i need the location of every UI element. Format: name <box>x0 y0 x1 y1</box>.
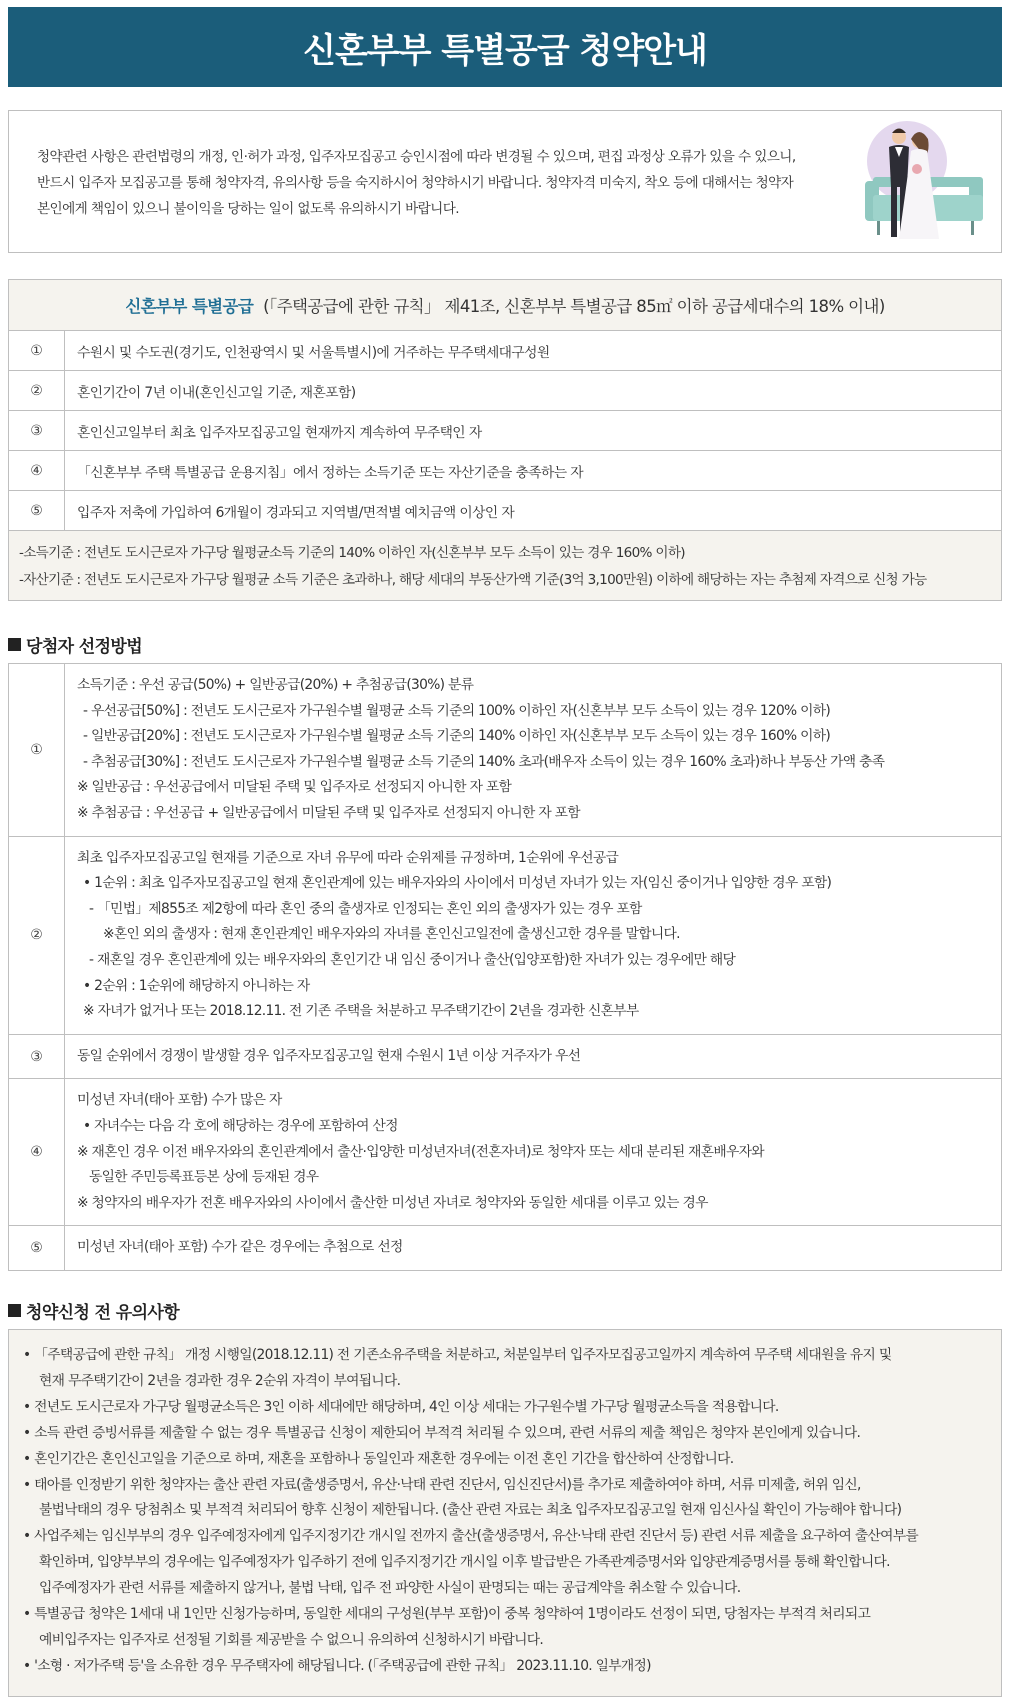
precautions-box <box>8 1329 1002 1697</box>
precaution-line: • 태아를 인정받기 위한 청약자는 출산 관련 자료(출생증명서, 유산·낙태 관련 진단서, 임신진단서)를 추가로 제출하여야 하며, 서류 미제출, 허위 임신, <box>23 1476 861 1493</box>
row-text: 입주자 저축에 가입하여 6개월이 경과되고 지역별/면적별 예치금액 이상인 자 <box>77 504 515 521</box>
selection-row <box>9 664 1001 837</box>
eligibility-heading-sub: (「주택공급에 관한 규칙」 제41조, 신혼부부 특별공급 85㎡ 이하 공급세대수의 18% 이내) <box>263 297 885 316</box>
row-line: • 자녀수는 다음 각 호에 해당하는 경우에 포함하여 산정 <box>83 1117 398 1134</box>
row-number: ③ <box>9 411 65 450</box>
row-line: - 우선공급[50%] : 전년도 도시근로자 가구원수별 월평균 소득 기준의 100% 이하인 자(신혼부부 모두 소득이 있는 경우 120% 이하) <box>83 702 831 719</box>
eligibility-row <box>9 491 1001 531</box>
row-number: ⑤ <box>9 1226 65 1270</box>
row-line: 최초 입주자모집공고일 현재를 기준으로 자녀 유무에 따라 순위제를 규정하며, 1순위에 우선공급 <box>77 849 619 866</box>
title-bar <box>8 7 1002 87</box>
selection-row <box>9 1079 1001 1226</box>
row-number: ⑤ <box>9 491 65 530</box>
row-number: ② <box>9 371 65 410</box>
eligibility-heading <box>9 280 1001 331</box>
row-text: 수원시 및 수도권(경기도, 인천광역시 및 서울특별시)에 거주하는 무주택세대구성원 <box>77 344 550 361</box>
eligibility-row <box>9 331 1001 371</box>
eligibility-row <box>9 451 1001 491</box>
selection-section-title: 당첨자 선정방법 <box>8 632 142 657</box>
row-line: ※ 자녀가 없거나 또는 2018.12.11. 전 기존 주택을 처분하고 무주택기간이 2년을 경과한 신혼부부 <box>83 1003 639 1020</box>
row-number: ④ <box>9 1079 65 1225</box>
row-line: - 재혼일 경우 혼인관계에 있는 배우자와의 혼인기간 내 임신 중이거나 출산(입양포함)한 자녀가 있는 경우에만 해당 <box>89 951 736 968</box>
eligibility-section <box>8 279 1002 601</box>
row-line: • 1순위 : 최초 입주자모집공고일 현재 혼인관계에 있는 배우자와의 사이에서 미성년 자녀가 있는 자(임신 중이거나 입양한 경우 포함) <box>83 875 832 892</box>
precaution-line: • 혼인기간은 혼인신고일을 기준으로 하며, 재혼을 포함하나 동일인과 재혼한 경우에는 이전 혼인 기간을 합산하여 산정합니다. <box>23 1450 734 1467</box>
eligibility-notes <box>9 531 1001 594</box>
row-line: ※ 일반공급 : 우선공급에서 미달된 주택 및 입주자로 선정되지 아니한 자 포함 <box>77 779 512 796</box>
precaution-line: • 소득 관련 증빙서류를 제출할 수 없는 경우 특별공급 신청이 제한되어 부적격 처리될 수 있으며, 관련 서류의 제출 책임은 청약자 본인에게 있습니다. <box>23 1424 861 1441</box>
eligibility-row <box>9 371 1001 411</box>
row-line: 동일 순위에서 경쟁이 발생할 경우 입주자모집공고일 현재 수원시 1년 이상 거주자가 우선 <box>77 1047 581 1064</box>
row-text: 「신혼부부 주택 특별공급 운용지침」에서 정하는 소득기준 또는 자산기준을 충족하는 자 <box>77 464 583 481</box>
row-content <box>65 837 1001 1034</box>
row-text: 혼인기간이 7년 이내(혼인신고일 기준, 재혼포함) <box>77 384 356 401</box>
row-content <box>65 664 1001 836</box>
row-line: 소득기준 : 우선 공급(50%) + 일반공급(20%) + 추첨공급(30%) 분류 <box>77 677 474 693</box>
row-line: - 추첨공급[30%] : 전년도 도시근로자 가구원수별 월평균 소득 기준의 140% 초과(배우자 소득이 있는 경우 160% 초과)하나 부동산 가액 충족 <box>83 753 885 770</box>
row-line: 미성년 자녀(태아 포함) 수가 많은 자 <box>77 1092 282 1109</box>
row-content <box>65 1226 1001 1270</box>
precaution-line: 예비입주자는 입주자로 선정될 기회를 제공받을 수 없으니 유의하여 신청하시기 바랍니다. <box>39 1631 544 1648</box>
selection-table <box>8 663 1002 1271</box>
row-line: ※ 청약자의 배우자가 전혼 배우자와의 사이에서 출산한 미성년 자녀로 청약자와 동일한 세대를 이루고 있는 경우 <box>77 1194 708 1211</box>
eligibility-heading-title: 신혼부부 특별공급 <box>125 297 254 316</box>
row-number: ② <box>9 837 65 1034</box>
intro-box <box>8 110 1002 253</box>
eligibility-note: -소득기준 : 전년도 도시근로자 가구당 월평균소득 기준의 140% 이하인 자(신혼부부 모두 소득이 있는 경우 160% 이하) <box>19 545 685 561</box>
intro-text: 청약관련 사항은 관련법령의 개정, 인·허가 과정, 입주자모집공고 승인시점에 따라 변경될 수 있으며, 편집 과정상 오류가 있을 수 있으니, 반드시 입주자 모집공고를 통해 청약자격, 유의사항 등을 숙지하시어 청약하시기 바랍니다. 청약자격 미숙지, 착오 등에 대해서는 청약자 본인에게 책임이 있으니 불이익을 당하는 일이 없도록 유의하시기 바랍니다. <box>37 149 796 217</box>
wedding-couple-illustration <box>829 117 989 247</box>
row-line: 미성년 자녀(태아 포함) 수가 같은 경우에는 추첨으로 선정 <box>77 1239 403 1256</box>
precaution-line: 불법낙태의 경우 당첨취소 및 부적격 처리되어 향후 신청이 제한됩니다. (출산 관련 자료는 최초 입주자모집공고일 현재 임신사실 확인이 가능해야 합니다) <box>39 1502 902 1519</box>
precaution-line: • '소형 · 저가주택 등'을 소유한 경우 무주택자에 해당됩니다. (「주택공급에 관한 규칙」 2023.11.10. 일부개정) <box>23 1657 651 1674</box>
precaution-line: 입주예정자가 관련 서류를 제출하지 않거나, 불법 낙태, 입주 전 파양한 사실이 판명되는 때는 공급계약을 취소할 수 있습니다. <box>39 1580 741 1597</box>
selection-row <box>9 837 1001 1035</box>
precaution-line: 확인하며, 입양부부의 경우에는 입주예정자가 입주하기 전에 입주지정기간 개시일 이후 발급받은 가족관계증명서와 입양관계증명서를 통해 확인합니다. <box>39 1554 890 1571</box>
precautions-section-title: 청약신청 전 유의사항 <box>8 1298 179 1323</box>
row-content <box>65 1079 1001 1225</box>
row-content <box>65 1035 1001 1079</box>
precaution-line: 현재 무주택기간이 2년을 경과한 경우 2순위 자격이 부여됩니다. <box>39 1372 401 1389</box>
row-line: - 「민법」제855조 제2항에 따라 혼인 중의 출생자로 인정되는 혼인 외의 출생자가 있는 경우 포함 <box>89 900 642 917</box>
square-bullet-icon <box>8 1304 21 1317</box>
selection-row <box>9 1226 1001 1271</box>
row-line: ※ 추첨공급 : 우선공급 + 일반공급에서 미달된 주택 및 입주자로 선정되지 아니한 자 포함 <box>77 804 580 821</box>
row-line: • 2순위 : 1순위에 해당하지 아니하는 자 <box>83 977 310 994</box>
row-line: - 일반공급[20%] : 전년도 도시근로자 가구원수별 월평균 소득 기준의 140% 이하인 자(신혼부부 모두 소득이 있는 경우 160% 이하) <box>83 728 831 745</box>
precaution-line: • 전년도 도시근로자 가구당 월평균소득은 3인 이하 세대에만 해당하며, 4인 이상 세대는 가구원수별 가구당 월평균소득을 적용합니다. <box>23 1398 779 1415</box>
page-title: 신혼부부 특별공급 청약안내 <box>303 30 707 71</box>
row-number: ① <box>9 664 65 836</box>
selection-row <box>9 1035 1001 1080</box>
row-line: 동일한 주민등록표등본 상에 등재된 경우 <box>89 1169 319 1186</box>
row-line: ※혼인 외의 출생자 : 현재 혼인관계인 배우자와의 자녀를 혼인신고일전에 출생신고한 경우를 말합니다. <box>103 926 680 943</box>
row-number: ③ <box>9 1035 65 1079</box>
eligibility-row <box>9 411 1001 451</box>
row-text: 혼인신고일부터 최초 입주자모집공고일 현재까지 계속하여 무주택인 자 <box>77 424 482 441</box>
eligibility-note: -자산기준 : 전년도 도시근로자 가구당 월평균 소득 기준은 초과하나, 해당 세대의 부동산가액 기준(3억 3,100만원) 이하에 해당하는 자는 추첨제 자격으로 신청 가능 <box>19 572 927 588</box>
precaution-line: • 사업주체는 임신부부의 경우 입주예정자에게 입주지정기간 개시일 전까지 출산(출생증명서, 유산·낙태 관련 진단서 등) 관련 서류 제출을 요구하여 출산여부를 <box>23 1528 919 1545</box>
row-line: ※ 재혼인 경우 이전 배우자와의 혼인관계에서 출산·입양한 미성년자녀(전혼자녀)로 청약자 또는 세대 분리된 재혼배우자와 <box>77 1143 764 1160</box>
square-bullet-icon <box>8 638 21 651</box>
row-number: ④ <box>9 451 65 490</box>
row-number: ① <box>9 331 65 370</box>
precaution-line: • 「주택공급에 관한 규칙」 개정 시행일(2018.12.11) 전 기존소유주택을 처분하고, 처분일부터 입주자모집공고일까지 계속하여 무주택 세대원을 유지 및 <box>23 1347 892 1363</box>
precaution-line: • 특별공급 청약은 1세대 내 1인만 신청가능하며, 동일한 세대의 구성원(부부 포함)이 중복 청약하여 1명이라도 선정이 되면, 당첨자는 부적격 처리되고 <box>23 1606 871 1623</box>
